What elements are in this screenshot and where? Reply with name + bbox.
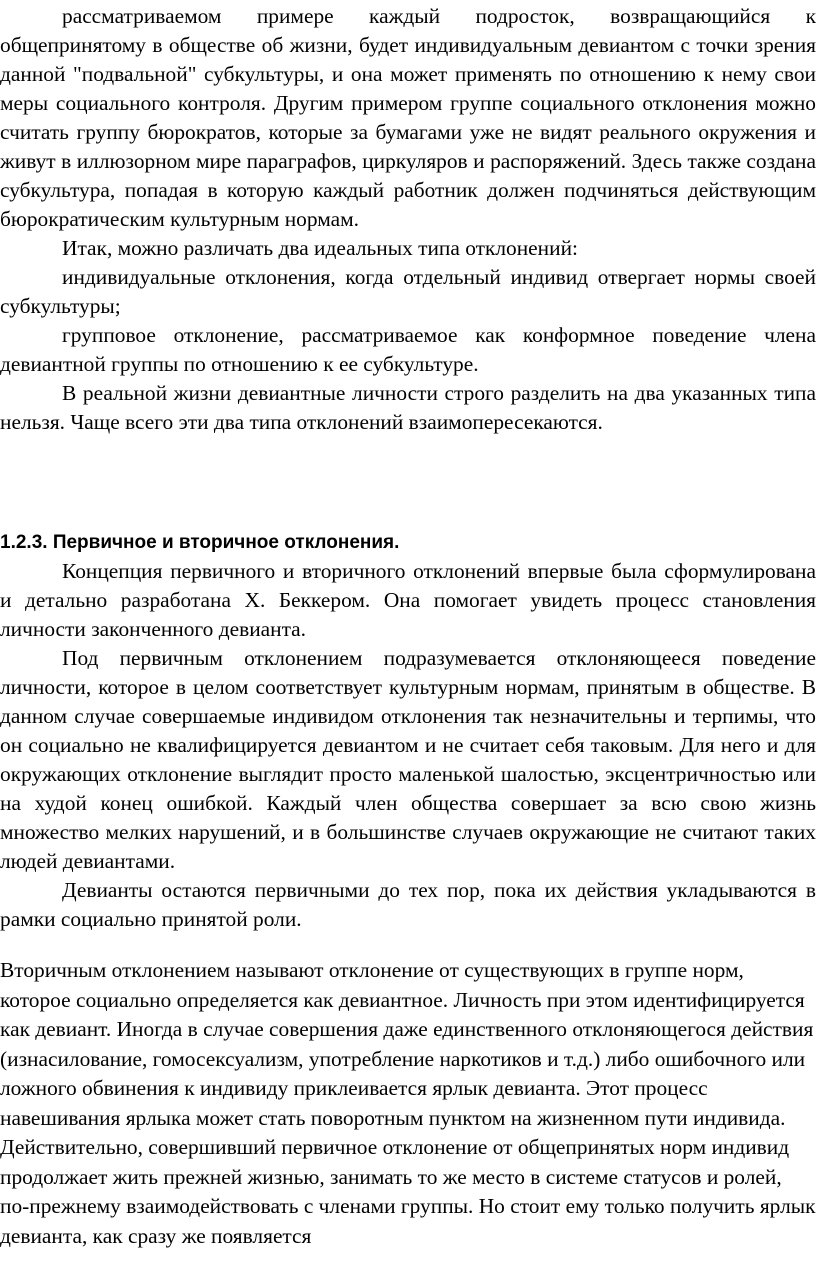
paragraph-primary-deviation: Под первичным отклонением подразумевается отклоняющееся поведение личности, которое в целом соответствует культурным нормам, принятым в обществе. В данном случае совершаемые индивидом отклонения так незначительны и терпимы, что он социально не квалифицируется девиантом и не считает себя таковым. Для него и для окружающих отклонение выглядит просто маленькой шалостью, эксцентричностью или на худой конец ошибкой. Каждый член общества совершает за всю свою жизнь множество мелких нарушений, и в большинстве случаев окружающие не считают таких людей девиантами. bbox=[0, 646, 816, 873]
bottom-text-block bbox=[0, 956, 816, 1251]
paragraph-subculture-examples: рассматриваемом примере каждый подросток, возвращающийся к общепринятому в обществе об жизни, будет индивидуальным девиантом с точки зрения данной "подвальной" субкультуры, и она может применять по отношению к нему свои меры социального контроля. Другим примером группе социального отклонения можно считать группу бюрократов, которые за бумагами уже не видят реального окружения и живут в иллюзорном мире параграфов, циркуляров и распоряжений. Здесь также создана субкультура, попадая в которую каждый работник должен подчиняться действующим бюрократическим культурным нормам. bbox=[0, 4, 816, 231]
paragraph-individual-deviation: индивидуальные отклонения, когда отдельный индивид отвергает нормы своей субкультуры; bbox=[0, 265, 816, 318]
intro-text-block bbox=[0, 2, 816, 437]
paragraph-primary-deviants: Девианты остаются первичными до тех пор, пока их действия укладываются в рамки социально принятой роли. bbox=[0, 878, 816, 931]
paragraph-becker-concept: Концепция первичного и вторичного отклонений впервые была сформулирована и детально разработана Х. Беккером. Она помогает увидеть процесс становления личности законченного девианта. bbox=[0, 559, 816, 641]
section-block bbox=[0, 528, 816, 934]
section-heading: 1.2.3. Первичное и вторичное отклонения. bbox=[0, 532, 400, 553]
paragraph-label-consequences: Действительно, совершивший первичное отклонение от общепринятых норм индивид продолжает жить прежней жизнью, занимать то же место в системе статусов и ролей, по-прежнему взаимодействовать с членами группы. Но стоит ему только получить ярлык девианта, как сразу же появляется bbox=[0, 1135, 816, 1248]
paragraph-group-deviation: групповое отклонение, рассматриваемое как конформное поведение члена девиантной группы по отношению к ее субкультуре. bbox=[0, 323, 816, 376]
paragraph-two-types-intro: Итак, можно различать два идеальных типа отклонений: bbox=[62, 236, 578, 260]
paragraph-types-intersect: В реальной жизни девиантные личности строго разделить на два указанных типа нельзя. Чаще всего эти два типа отклонений взаимопересекаются. bbox=[0, 381, 816, 434]
paragraph-secondary-deviation: Вторичным отклонением называют отклонение от существующих в группе норм, которое социально определяется как девиантное. Личность при этом идентифицируется как девиант. Иногда в случае совершения даже единственного отклоняющегося действия (изнасилование, гомосексуализм, употребление наркотиков и т.д.) либо ошибочного или ложного обвинения к индивиду приклеивается ярлык девианта. Этот процесс навешивания ярлыка может стать поворотным пунктом на жизненном пути индивида. bbox=[0, 958, 814, 1130]
